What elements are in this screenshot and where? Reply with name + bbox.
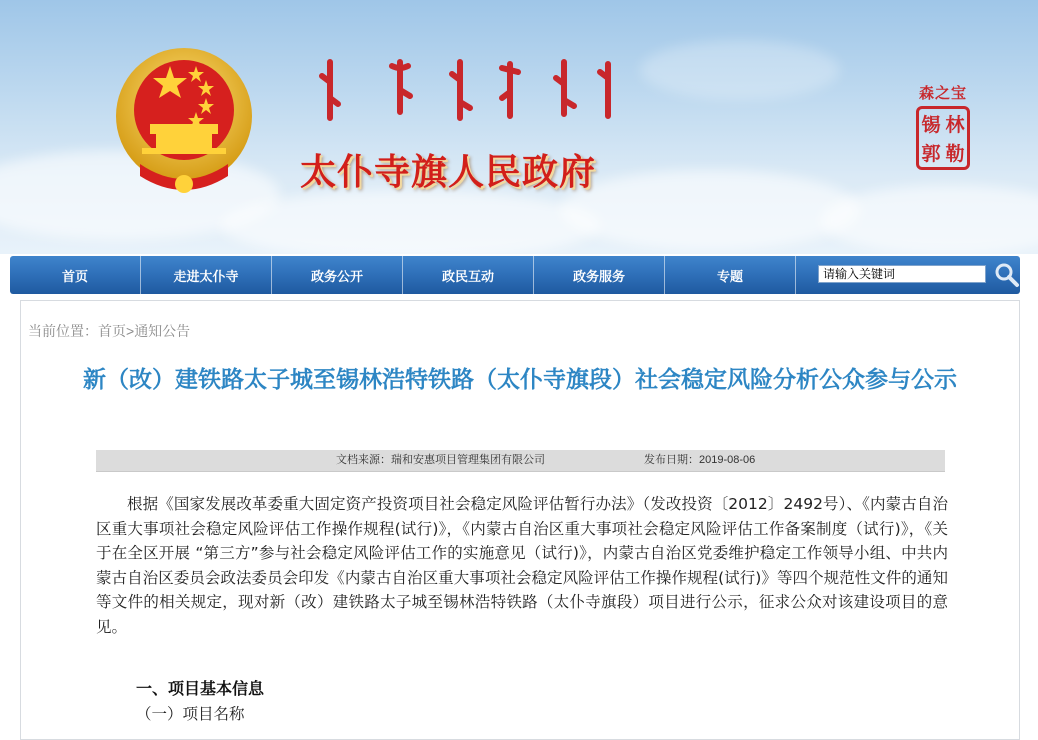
seal-stamp: [916, 106, 970, 170]
article-source: 文档来源：瑞和安惠项目管理集团有限公司: [336, 454, 545, 466]
nav-item-gov-affairs[interactable]: 政务公开: [272, 256, 403, 294]
breadcrumb-home-link[interactable]: 首页: [98, 323, 126, 339]
article-meta-bar: [96, 450, 945, 472]
search-icon[interactable]: [994, 262, 1020, 288]
seal-char: 林: [945, 114, 965, 136]
mongolian-script-logo: [310, 52, 620, 126]
nav-item-topics[interactable]: 专题: [665, 256, 796, 294]
search-input[interactable]: [818, 265, 986, 283]
nav-item-services[interactable]: 政务服务: [534, 256, 665, 294]
seal-char: 郭: [921, 143, 941, 165]
article-body: [96, 492, 948, 639]
seal-top-text: 森之宝: [918, 84, 967, 102]
nav-item-home[interactable]: 首页: [10, 256, 141, 294]
article-date: 发布日期：2019-08-06: [644, 454, 756, 466]
breadcrumb-separator: >: [126, 323, 135, 339]
article-paragraph: 根据《国家发展改革委重大固定资产投资项目社会稳定风险评估暂行办法》（发改投资〔2012〕2492号）、《内蒙古自治区重大事项社会稳定风险评估工作操作规程(试行)》，《内蒙古自治区重大事项社会稳定风险评估工作备案制度（试行)》，《关于在全区开展 “第三方”参与社会稳定风险评估工作的实施意见（试行)》，内蒙古自治区党委维护稳定工作领导小组、中共内蒙古自治区委员会政法委员会印发《内蒙古自治区重大事项社会稳定风险评估工作操作规程(试行)》等四个规范性文件的通知等文件的相关规定，现对新（改）建铁路太子城至锡林浩特铁路（太仆寺旗段）项目进行公示，征求公众对该建设项目的意见。: [96, 495, 948, 636]
national-emblem-icon: [112, 44, 256, 200]
nav-item-about[interactable]: 走进太仆寺: [141, 256, 272, 294]
article-title: 新（改）建铁路太子城至锡林浩特铁路（太仆寺旗段）社会稳定风险分析公众参与公示: [83, 367, 957, 393]
site-header: [0, 0, 1038, 254]
section-heading: 一、项目基本信息: [136, 679, 265, 698]
breadcrumb-section-link[interactable]: 通知公告: [134, 323, 191, 339]
seal-char: 勒: [945, 143, 965, 165]
site-title: 太仆寺旗人民政府: [300, 151, 597, 193]
seal-logo: [914, 82, 972, 174]
breadcrumb-prefix: 当前位置：: [28, 323, 98, 339]
subsection-heading: （一）项目名称: [136, 705, 245, 723]
breadcrumb: [28, 321, 190, 341]
seal-char: 锡: [921, 114, 941, 136]
nav-item-interaction[interactable]: 政民互动: [403, 256, 534, 294]
